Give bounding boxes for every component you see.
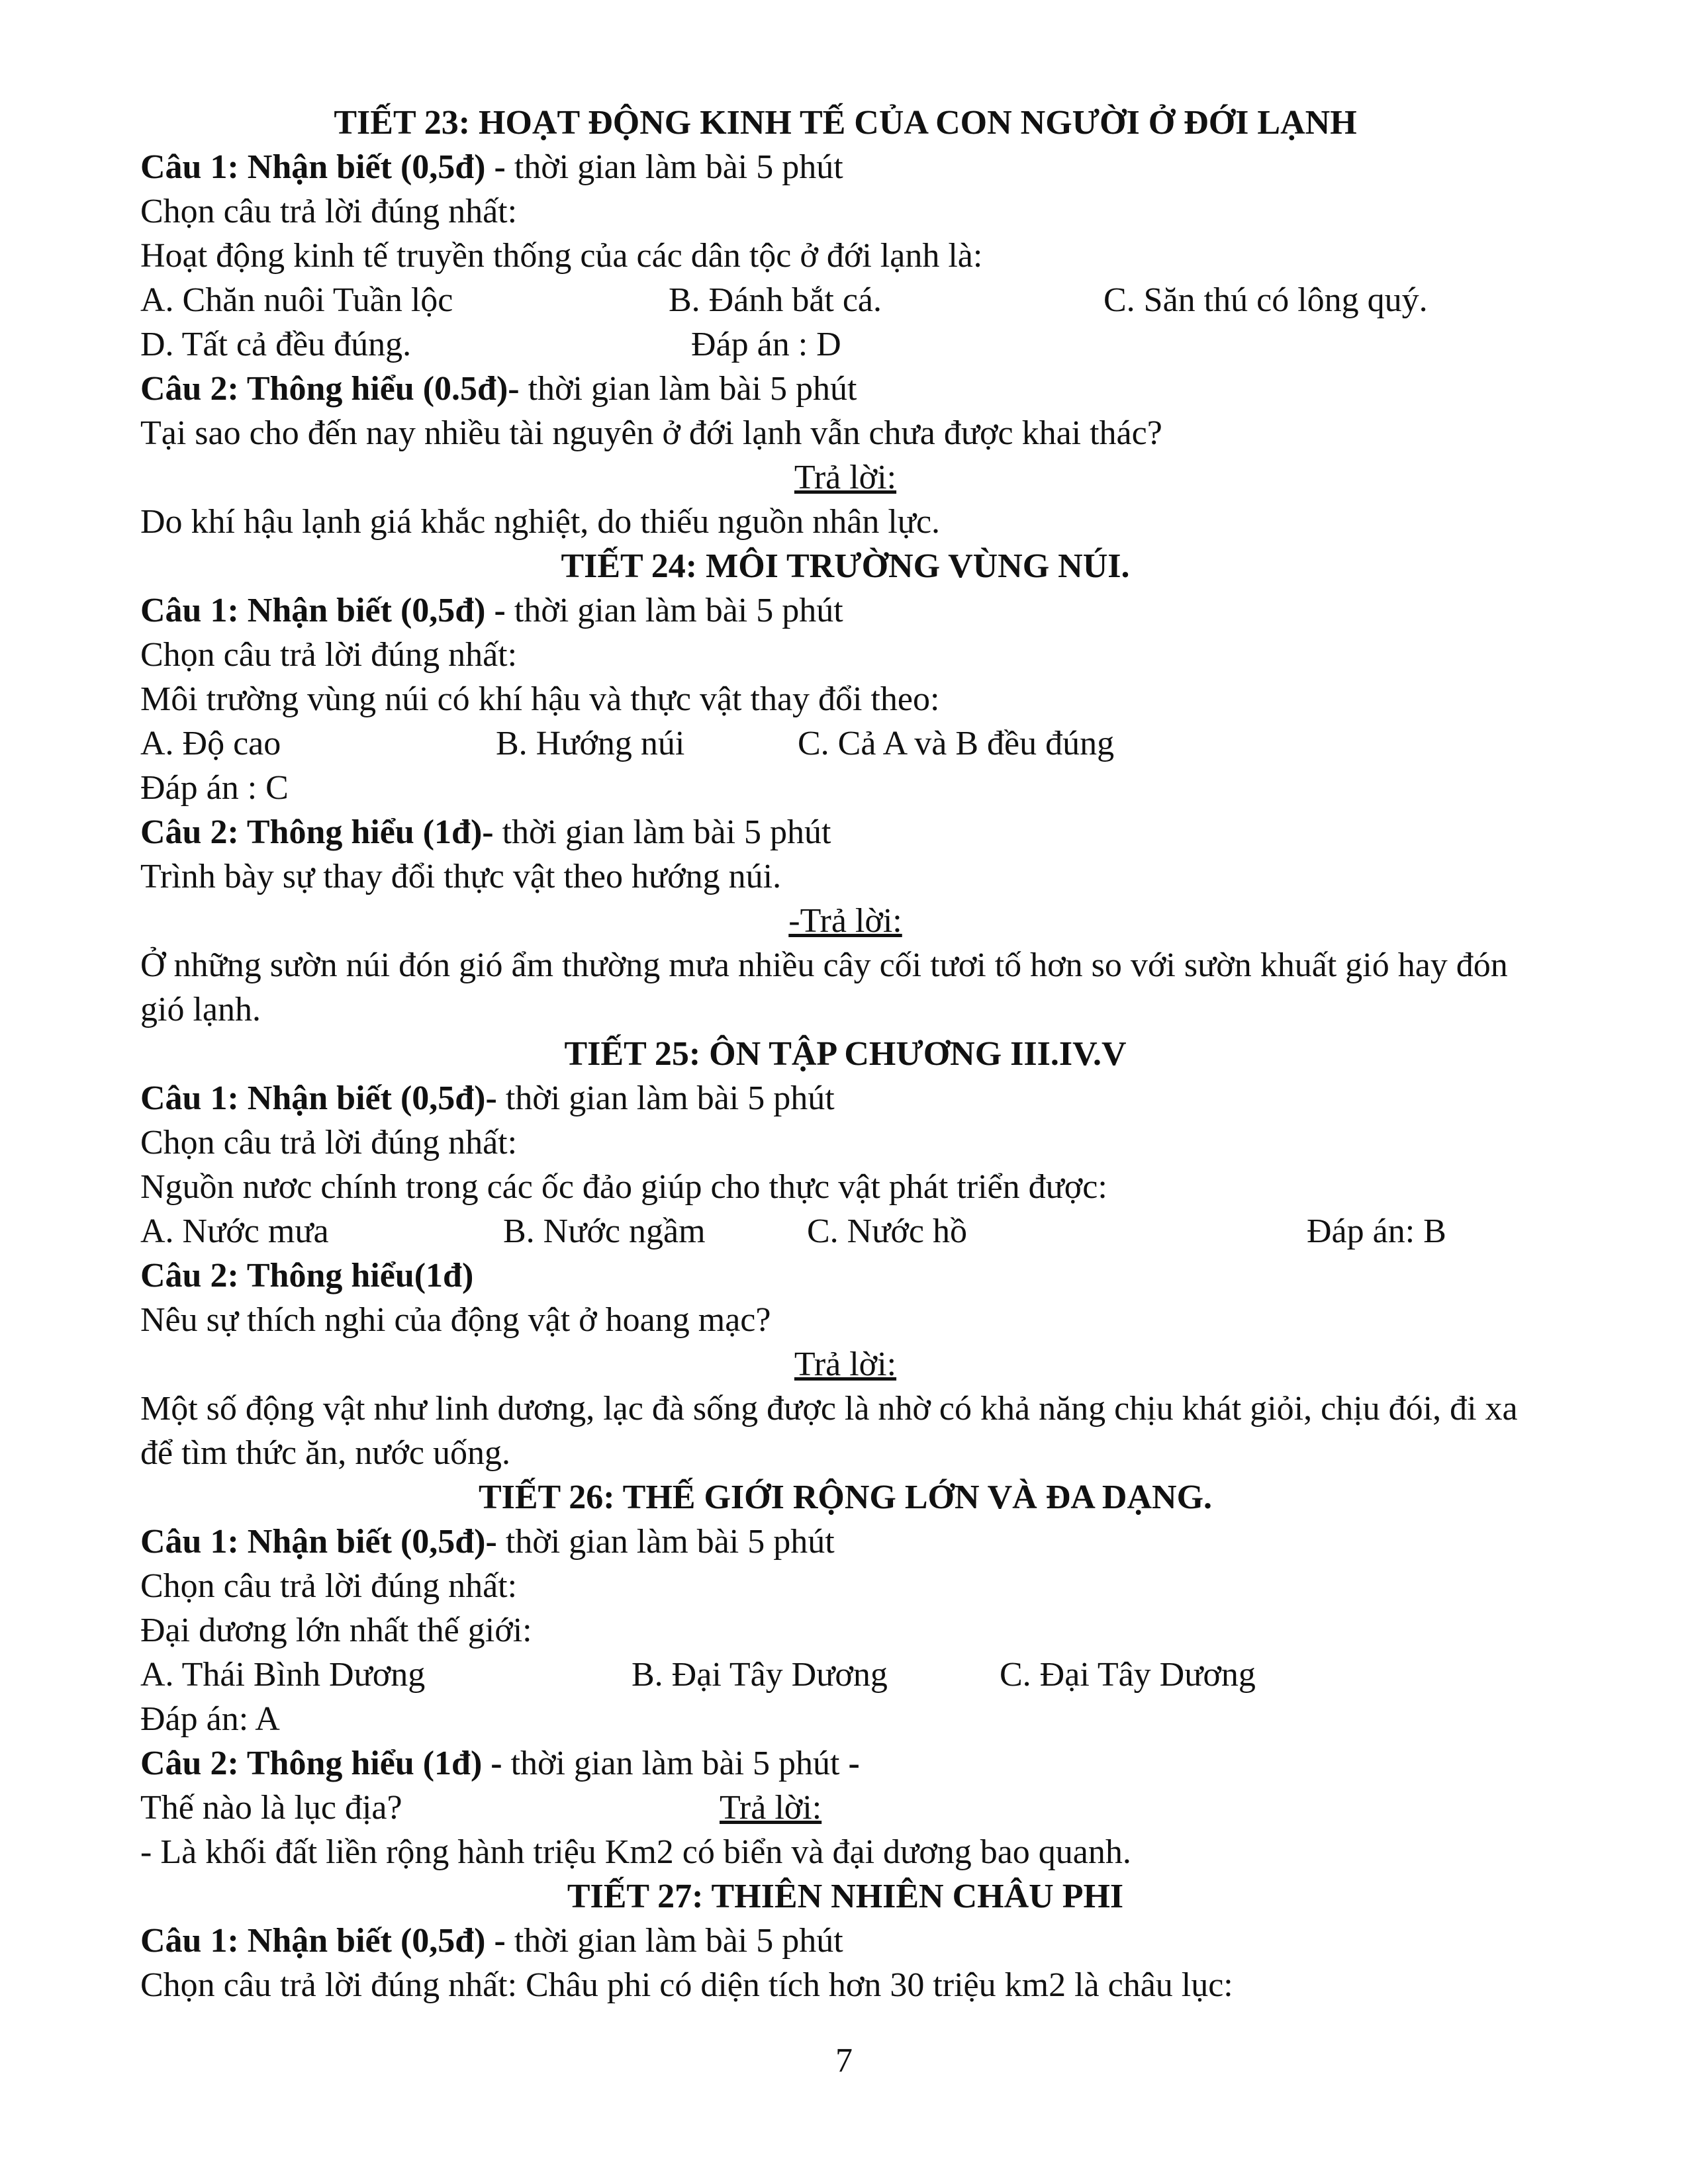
time-note: thời gian làm bài 5 phút: [496, 1079, 835, 1117]
question-heading: [140, 810, 1550, 854]
question-label: Câu 2: Thông hiểu (0.5đ)-: [140, 370, 520, 408]
instruction: Chọn câu trả lời đúng nhất:: [140, 1124, 518, 1161]
instruction: Chọn câu trả lời đúng nhất:: [140, 193, 518, 230]
question-label: Câu 2: Thông hiểu(1đ): [140, 1257, 474, 1295]
question-label: Câu 1: Nhận biết (0,5đ)-: [140, 1523, 497, 1561]
question-row: [140, 1786, 1550, 1830]
option-c: C. Nước hồ: [807, 1212, 967, 1250]
time-note: thời gian làm bài 5 phút: [519, 370, 857, 408]
question-label: Câu 2: Thông hiểu (1đ)-: [140, 813, 494, 851]
options-row: [140, 278, 1550, 322]
question-text: Nêu sự thích nghi của động vật ở hoang mạc?: [140, 1301, 771, 1339]
answer-label-row: [140, 455, 1550, 500]
option-a: A. Nước mưa: [140, 1212, 329, 1250]
answer-label: Trả lời:: [794, 1345, 897, 1383]
heading-dash: -: [848, 1745, 860, 1782]
option-d: D. Tất cả đều đúng.: [140, 326, 412, 363]
options-row: [140, 721, 1550, 766]
section-title-24: TIẾT 24: MÔI TRƯỜNG VÙNG NÚI.: [561, 547, 1130, 585]
question-heading: [140, 1520, 1550, 1564]
question-heading: [140, 1919, 1550, 1963]
time-note: thời gian làm bài 5 phút: [505, 592, 843, 629]
answer-text: - Là khối đất liền rộng hành triệu Km2 có biển và đại dương bao quanh.: [140, 1833, 1131, 1871]
time-note: thời gian làm bài 5 phút: [505, 1922, 843, 1960]
answer-key: Đáp án : C: [140, 769, 289, 807]
instruction: Chọn câu trả lời đúng nhất:: [140, 1567, 518, 1605]
answer-key: Đáp án: B: [1307, 1212, 1446, 1250]
instruction: Chọn câu trả lời đúng nhất: Châu phi có diện tích hơn 30 triệu km2 là châu lục:: [140, 1966, 1233, 2004]
answer-text: Một số động vật như linh dương, lạc đà sống được là nhờ có khả năng chịu khát giỏi, chịu đói, đi xa để tìm thức ăn, nước uống.: [140, 1390, 1518, 1472]
question-heading: [140, 145, 1550, 189]
answer-key: Đáp án: A: [140, 1700, 280, 1738]
question-text: Đại dương lớn nhất thế giới:: [140, 1612, 532, 1649]
option-b: B. Nước ngầm: [503, 1212, 706, 1250]
answer-label: Trả lời:: [794, 459, 897, 496]
time-note: thời gian làm bài 5 phút: [493, 813, 831, 851]
option-b: B. Đại Tây Dương: [632, 1656, 888, 1694]
question-text: Môi trường vùng núi có khí hậu và thực vật thay đổi theo:: [140, 680, 940, 718]
options-row: [140, 1209, 1550, 1253]
answer-label-row: [140, 899, 1550, 943]
answer-label-row: [140, 1342, 1550, 1387]
question-text: Hoạt động kinh tế truyền thống của các dân tộc ở đới lạnh là:: [140, 237, 983, 275]
question-heading: [140, 588, 1550, 633]
time-note: thời gian làm bài 5 phút: [505, 148, 843, 186]
answer-text: Ở những sườn núi đón gió ẩm thường mưa nhiều cây cối tươi tố hơn so với sườn khuất gió hay đón gió lạnh.: [140, 946, 1508, 1028]
question-label: Câu 1: Nhận biết (0,5đ)-: [140, 1079, 497, 1117]
section-title-26: TIẾT 26: THẾ GIỚI RỘNG LỚN VÀ ĐA DẠNG.: [478, 1479, 1213, 1516]
question-text: Tại sao cho đến nay nhiều tài nguyên ở đới lạnh vẫn chưa được khai thác?: [140, 414, 1162, 452]
option-c: C. Săn thú có lông quý.: [1103, 281, 1428, 319]
answer-label: -Trả lời:: [788, 902, 902, 940]
content-column: [140, 101, 1550, 2007]
time-note: thời gian làm bài 5 phút: [502, 1745, 849, 1782]
question-label: Câu 2: Thông hiểu (1đ) -: [140, 1745, 502, 1782]
section-title-23: TIẾT 23: HOẠT ĐỘNG KINH TẾ CỦA CON NGƯỜI Ở ĐỚI LẠNH: [334, 104, 1357, 142]
question-heading: [140, 367, 1550, 411]
question-text: Thế nào là lục địa?: [140, 1789, 402, 1827]
options-row: [140, 1653, 1550, 1697]
question-label: Câu 1: Nhận biết (0,5đ) -: [140, 148, 506, 186]
section-title-25: TIẾT 25: ÔN TẬP CHƯƠNG III.IV.V: [564, 1035, 1127, 1073]
question-label: Câu 1: Nhận biết (0,5đ) -: [140, 1922, 506, 1960]
option-a: A. Chăn nuôi Tuần lộc: [140, 281, 453, 319]
instruction: Chọn câu trả lời đúng nhất:: [140, 636, 518, 674]
question-text: Trình bày sự thay đổi thực vật theo hướng núi.: [140, 858, 782, 895]
option-a: A. Thái Bình Dương: [140, 1656, 426, 1694]
section-title-27: TIẾT 27: THIÊN NHIÊN CHÂU PHI: [567, 1878, 1124, 1915]
answer-key: Đáp án : D: [691, 326, 841, 363]
option-c: C. Đại Tây Dương: [1000, 1656, 1256, 1694]
time-note: thời gian làm bài 5 phút: [496, 1523, 835, 1561]
option-b: B. Hướng núi: [496, 725, 685, 762]
option-b: B. Đánh bắt cá.: [669, 281, 882, 319]
option-c: C. Cả A và B đều đúng: [798, 725, 1115, 762]
option-a: A. Độ cao: [140, 725, 281, 762]
question-heading: [140, 1253, 1550, 1298]
answer-text: Do khí hậu lạnh giá khắc nghiệt, do thiếu nguồn nhân lực.: [140, 503, 941, 541]
question-heading: [140, 1076, 1550, 1120]
page-number: 7: [835, 2042, 853, 2079]
question-heading: [140, 1741, 1550, 1786]
question-text: Nguồn nươc chính trong các ốc đảo giúp cho thực vật phát triển được:: [140, 1168, 1107, 1206]
options-row: [140, 322, 1550, 367]
question-label: Câu 1: Nhận biết (0,5đ) -: [140, 592, 506, 629]
answer-label: Trả lời:: [720, 1789, 822, 1827]
